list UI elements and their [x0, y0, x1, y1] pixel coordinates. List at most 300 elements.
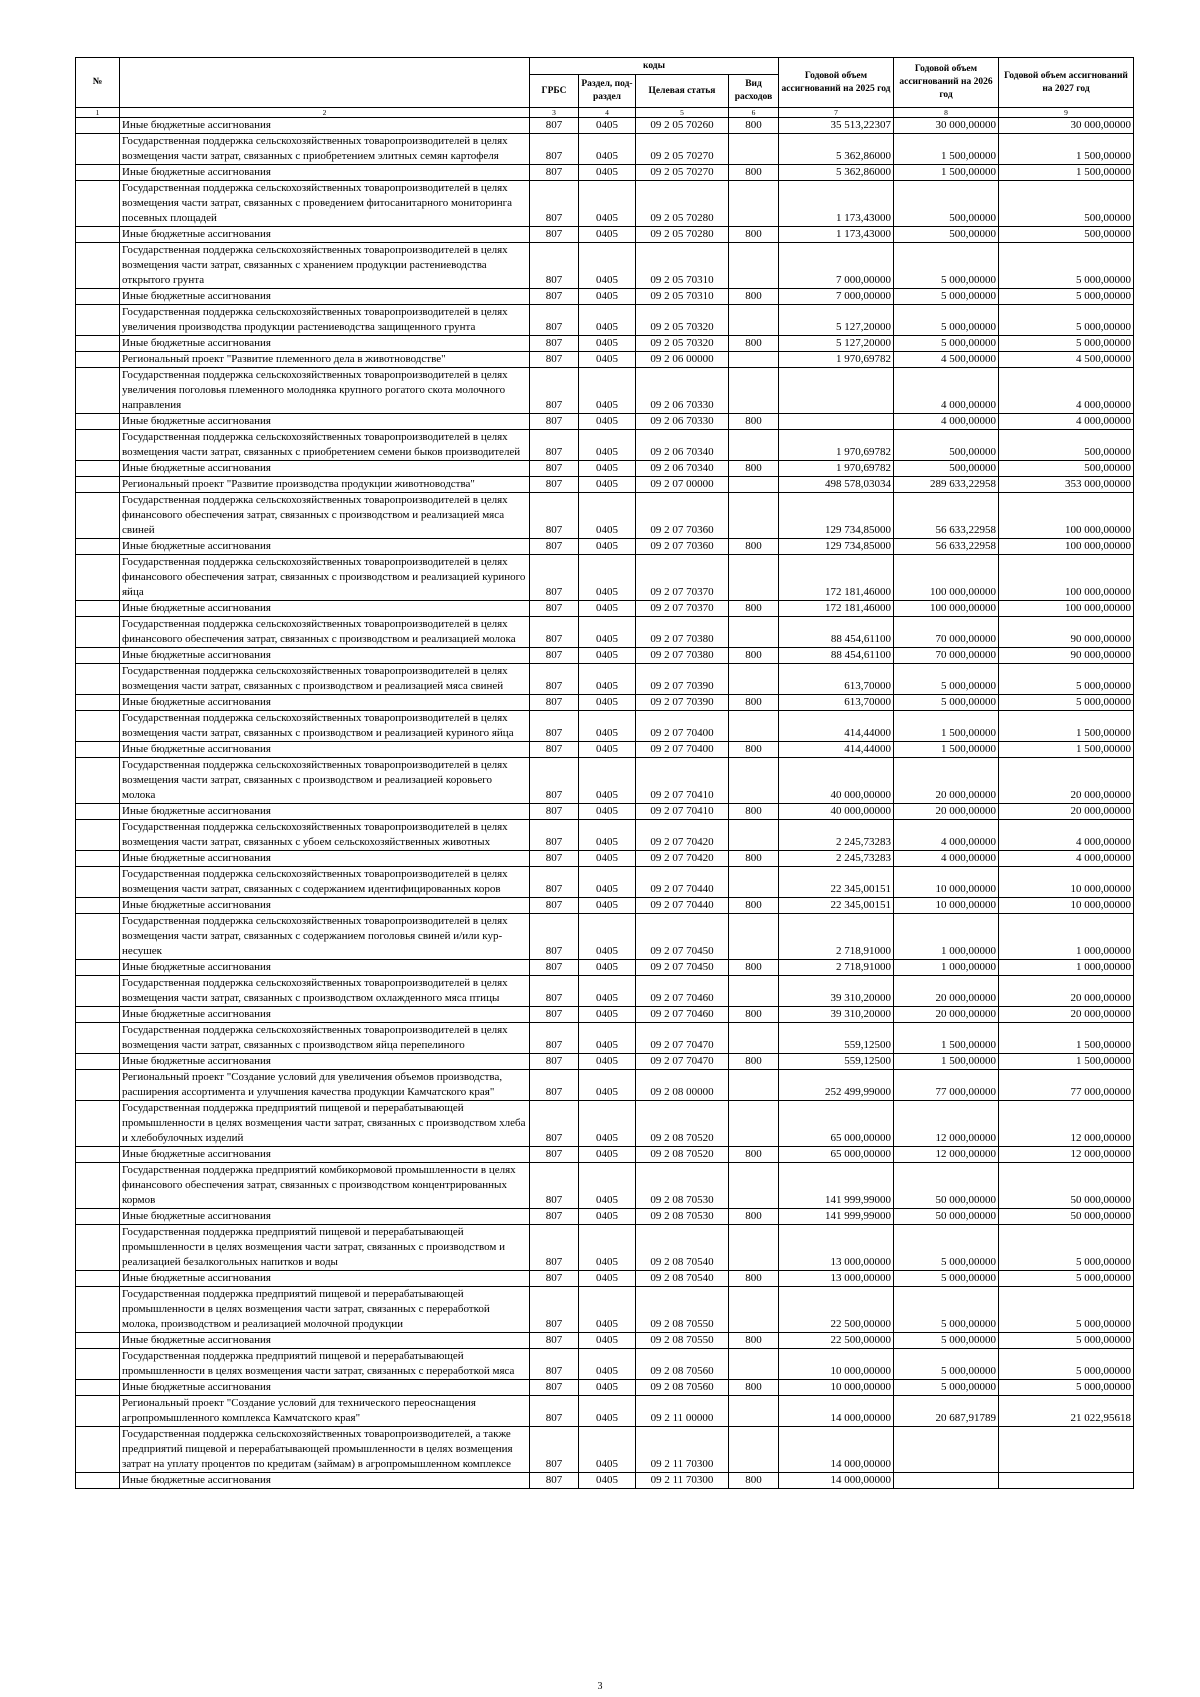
table-row	[76, 493, 1134, 539]
grbs-code-cell: 807	[530, 1473, 579, 1489]
amount-2026-cell: 500,00000	[894, 227, 999, 243]
section-code-cell: 0405	[579, 243, 636, 289]
amount-2026-cell: 4 000,00000	[894, 368, 999, 414]
grbs-code-cell: 807	[530, 461, 579, 477]
section-code-cell: 0405	[579, 539, 636, 555]
section-code-cell: 0405	[579, 1287, 636, 1333]
amount-2027-cell: 100 000,00000	[999, 555, 1134, 601]
amount-2025-cell: 5 127,20000	[779, 305, 894, 336]
expense-kind-cell	[729, 430, 779, 461]
amount-2027-cell: 5 000,00000	[999, 1271, 1134, 1287]
amount-2025-cell: 65 000,00000	[779, 1147, 894, 1163]
amount-2027-cell: 12 000,00000	[999, 1101, 1134, 1147]
section-code-cell: 0405	[579, 305, 636, 336]
table-row	[76, 414, 1134, 430]
table-row	[76, 1287, 1134, 1333]
amount-2025-cell: 13 000,00000	[779, 1225, 894, 1271]
amount-2027-cell: 1 000,00000	[999, 960, 1134, 976]
page-number: 3	[597, 1681, 603, 1692]
grbs-code-cell: 807	[530, 601, 579, 617]
amount-2026-cell: 1 500,00000	[894, 742, 999, 758]
amount-2026-cell: 10 000,00000	[894, 898, 999, 914]
row-name-cell: Иные бюджетные ассигнования	[120, 165, 530, 181]
target-article-cell: 09 2 07 70460	[636, 1007, 729, 1023]
row-number-cell	[76, 1473, 120, 1489]
row-number-cell	[76, 430, 120, 461]
row-name-cell: Иные бюджетные ассигнования	[120, 539, 530, 555]
row-number-cell	[76, 1070, 120, 1101]
row-name-cell: Государственная поддержка предприятий пищевой и перерабатывающей промышленности в целях возмещения части затрат, связанных с переработкой мяса	[120, 1349, 530, 1380]
row-number-cell	[76, 539, 120, 555]
target-article-cell: 09 2 08 70530	[636, 1163, 729, 1209]
row-number-cell	[76, 305, 120, 336]
target-article-cell: 09 2 05 70280	[636, 227, 729, 243]
amount-2026-cell: 100 000,00000	[894, 555, 999, 601]
row-name-cell: Региональный проект "Создание условий для увеличения объемов производства, расширения ассортимента и улучшения качества продукции Камчатского края"	[120, 1070, 530, 1101]
grbs-code-cell: 807	[530, 1147, 579, 1163]
grbs-code-cell: 807	[530, 243, 579, 289]
row-number-cell	[76, 1225, 120, 1271]
amount-2026-cell: 20 000,00000	[894, 804, 999, 820]
expense-kind-cell	[729, 477, 779, 493]
target-article-cell: 09 2 06 70330	[636, 368, 729, 414]
table-row	[76, 289, 1134, 305]
amount-2025-cell: 2 245,73283	[779, 820, 894, 851]
row-number-cell	[76, 461, 120, 477]
amount-2025-cell: 7 000,00000	[779, 243, 894, 289]
target-article-cell: 09 2 05 70270	[636, 165, 729, 181]
target-article-cell: 09 2 07 70410	[636, 758, 729, 804]
expense-kind-cell: 800	[729, 1007, 779, 1023]
row-number-cell	[76, 368, 120, 414]
amount-2026-cell: 1 500,00000	[894, 165, 999, 181]
amount-2026-cell: 4 000,00000	[894, 414, 999, 430]
grbs-code-cell: 807	[530, 336, 579, 352]
expense-kind-cell	[729, 1163, 779, 1209]
table-row	[76, 976, 1134, 1007]
amount-2026-cell: 12 000,00000	[894, 1101, 999, 1147]
amount-2026-cell: 5 000,00000	[894, 1225, 999, 1271]
table-row	[76, 243, 1134, 289]
grbs-code-cell: 807	[530, 1225, 579, 1271]
section-code-cell: 0405	[579, 695, 636, 711]
row-name-cell: Государственная поддержка сельскохозяйственных товаропроизводителей в целях возмещения части затрат, связанных с приобретением элитных семян картофеля	[120, 134, 530, 165]
amount-2026-cell: 5 000,00000	[894, 1271, 999, 1287]
table-body	[76, 118, 1134, 1489]
table-row	[76, 368, 1134, 414]
amount-2026-cell: 56 633,22958	[894, 539, 999, 555]
row-name-cell: Государственная поддержка сельскохозяйственных товаропроизводителей в целях финансового обеспечения затрат, связанных с производством и реализацией мяса свиней	[120, 493, 530, 539]
amount-2027-cell: 20 000,00000	[999, 1007, 1134, 1023]
expense-kind-cell: 800	[729, 289, 779, 305]
amount-2025-cell: 5 127,20000	[779, 336, 894, 352]
amount-2026-cell: 20 000,00000	[894, 1007, 999, 1023]
amount-2027-cell: 50 000,00000	[999, 1163, 1134, 1209]
amount-2026-cell: 50 000,00000	[894, 1163, 999, 1209]
target-article-cell: 09 2 07 70380	[636, 617, 729, 648]
expense-kind-cell	[729, 1427, 779, 1473]
section-code-cell: 0405	[579, 1349, 636, 1380]
amount-2026-cell: 1 000,00000	[894, 960, 999, 976]
row-name-cell: Государственная поддержка сельскохозяйственных товаропроизводителей в целях возмещения части затрат, связанных с производством и реализацией куриного яйца	[120, 711, 530, 742]
table-row	[76, 867, 1134, 898]
target-article-cell: 09 2 05 70320	[636, 336, 729, 352]
header-2027: Годовой объем ассигнований на 2027 год	[999, 58, 1134, 108]
table-row	[76, 1023, 1134, 1054]
row-name-cell: Государственная поддержка сельскохозяйственных товаропроизводителей в целях возмещения части затрат, связанных с содержанием поголовья свиней и/или кур-несушек	[120, 914, 530, 960]
row-number-cell	[76, 820, 120, 851]
expense-kind-cell	[729, 555, 779, 601]
expense-kind-cell: 800	[729, 601, 779, 617]
amount-2026-cell: 20 687,91789	[894, 1396, 999, 1427]
row-number-cell	[76, 898, 120, 914]
amount-2027-cell: 1 500,00000	[999, 134, 1134, 165]
row-name-cell: Иные бюджетные ассигнования	[120, 1147, 530, 1163]
amount-2026-cell: 4 000,00000	[894, 820, 999, 851]
row-name-cell: Государственная поддержка сельскохозяйственных товаропроизводителей в целях увеличения поголовья племенного молодняка крупного рогатого скота молочного направления	[120, 368, 530, 414]
section-code-cell: 0405	[579, 477, 636, 493]
row-number-cell	[76, 289, 120, 305]
amount-2027-cell: 21 022,95618	[999, 1396, 1134, 1427]
table-row	[76, 820, 1134, 851]
table-row	[76, 898, 1134, 914]
grbs-code-cell: 807	[530, 1054, 579, 1070]
amount-2027-cell: 500,00000	[999, 181, 1134, 227]
table-row	[76, 539, 1134, 555]
target-article-cell: 09 2 05 70320	[636, 305, 729, 336]
row-number-cell	[76, 1101, 120, 1147]
amount-2027-cell: 500,00000	[999, 430, 1134, 461]
amount-2027-cell: 10 000,00000	[999, 867, 1134, 898]
amount-2025-cell: 141 999,99000	[779, 1209, 894, 1225]
amount-2027-cell: 4 500,00000	[999, 352, 1134, 368]
grbs-code-cell: 807	[530, 617, 579, 648]
amount-2027-cell: 10 000,00000	[999, 898, 1134, 914]
row-number-cell	[76, 1287, 120, 1333]
amount-2026-cell: 1 000,00000	[894, 914, 999, 960]
table-row	[76, 227, 1134, 243]
target-article-cell: 09 2 07 70420	[636, 820, 729, 851]
amount-2025-cell: 7 000,00000	[779, 289, 894, 305]
target-article-cell: 09 2 07 70380	[636, 648, 729, 664]
expense-kind-cell: 800	[729, 1147, 779, 1163]
amount-2025-cell: 1 173,43000	[779, 181, 894, 227]
amount-2027-cell: 353 000,00000	[999, 477, 1134, 493]
amount-2026-cell: 77 000,00000	[894, 1070, 999, 1101]
amount-2026-cell: 1 500,00000	[894, 1054, 999, 1070]
target-article-cell: 09 2 05 70310	[636, 243, 729, 289]
target-article-cell: 09 2 07 70360	[636, 493, 729, 539]
amount-2025-cell: 2 718,91000	[779, 960, 894, 976]
row-name-cell: Государственная поддержка сельскохозяйственных товаропроизводителей в целях увеличения производства продукции растениеводства защищенного грунта	[120, 305, 530, 336]
grbs-code-cell: 807	[530, 1271, 579, 1287]
row-name-cell: Иные бюджетные ассигнования	[120, 1271, 530, 1287]
row-number-cell	[76, 165, 120, 181]
amount-2025-cell: 88 454,61100	[779, 648, 894, 664]
section-code-cell: 0405	[579, 1427, 636, 1473]
budget-document	[75, 57, 1133, 1489]
column-number: 4	[579, 108, 636, 118]
amount-2027-cell: 1 500,00000	[999, 711, 1134, 742]
amount-2025-cell: 1 970,69782	[779, 352, 894, 368]
header-grbs: ГРБС	[530, 75, 579, 108]
target-article-cell: 09 2 11 00000	[636, 1396, 729, 1427]
target-article-cell: 09 2 06 70340	[636, 461, 729, 477]
row-name-cell: Государственная поддержка сельскохозяйственных товаропроизводителей в целях возмещения части затрат, связанных с содержанием идентифицированных коров	[120, 867, 530, 898]
expense-kind-cell	[729, 134, 779, 165]
row-name-cell: Иные бюджетные ассигнования	[120, 851, 530, 867]
amount-2026-cell: 5 000,00000	[894, 289, 999, 305]
row-number-cell	[76, 1023, 120, 1054]
amount-2027-cell: 1 000,00000	[999, 914, 1134, 960]
column-number-row	[76, 108, 1134, 118]
amount-2026-cell: 4 000,00000	[894, 851, 999, 867]
amount-2027-cell: 20 000,00000	[999, 976, 1134, 1007]
expense-kind-cell: 800	[729, 960, 779, 976]
target-article-cell: 09 2 07 70370	[636, 601, 729, 617]
grbs-code-cell: 807	[530, 804, 579, 820]
amount-2025-cell: 613,70000	[779, 664, 894, 695]
grbs-code-cell: 807	[530, 352, 579, 368]
row-number-cell	[76, 1147, 120, 1163]
table-row	[76, 1349, 1134, 1380]
grbs-code-cell: 807	[530, 851, 579, 867]
target-article-cell: 09 2 08 70560	[636, 1349, 729, 1380]
row-number-cell	[76, 1163, 120, 1209]
expense-kind-cell	[729, 820, 779, 851]
expense-kind-cell: 800	[729, 648, 779, 664]
grbs-code-cell: 807	[530, 664, 579, 695]
section-code-cell: 0405	[579, 898, 636, 914]
table-row	[76, 1163, 1134, 1209]
section-code-cell: 0405	[579, 165, 636, 181]
grbs-code-cell: 807	[530, 1101, 579, 1147]
amount-2027-cell	[999, 1473, 1134, 1489]
grbs-code-cell: 807	[530, 914, 579, 960]
header-2025: Годовой объем ассигнований на 2025 год	[779, 58, 894, 108]
amount-2027-cell: 500,00000	[999, 227, 1134, 243]
row-name-cell: Иные бюджетные ассигнования	[120, 461, 530, 477]
grbs-code-cell: 807	[530, 820, 579, 851]
amount-2027-cell: 5 000,00000	[999, 243, 1134, 289]
row-name-cell: Государственная поддержка сельскохозяйственных товаропроизводителей в целях финансового обеспечения затрат, связанных с производством и реализацией молока	[120, 617, 530, 648]
section-code-cell: 0405	[579, 711, 636, 742]
row-name-cell: Иные бюджетные ассигнования	[120, 1054, 530, 1070]
row-name-cell: Государственная поддержка сельскохозяйственных товаропроизводителей в целях возмещения части затрат, связанных с производством и реализацией коровьего молока	[120, 758, 530, 804]
amount-2027-cell: 5 000,00000	[999, 695, 1134, 711]
amount-2025-cell: 88 454,61100	[779, 617, 894, 648]
amount-2027-cell: 30 000,00000	[999, 118, 1134, 134]
grbs-code-cell: 807	[530, 1333, 579, 1349]
amount-2025-cell: 40 000,00000	[779, 804, 894, 820]
row-name-cell: Региональный проект "Развитие производства продукции животноводства"	[120, 477, 530, 493]
target-article-cell: 09 2 07 70460	[636, 976, 729, 1007]
header-target: Целевая статья	[636, 75, 729, 108]
section-code-cell: 0405	[579, 976, 636, 1007]
target-article-cell: 09 2 07 00000	[636, 477, 729, 493]
section-code-cell: 0405	[579, 664, 636, 695]
amount-2026-cell: 5 000,00000	[894, 1380, 999, 1396]
row-number-cell	[76, 1396, 120, 1427]
amount-2025-cell: 252 499,99000	[779, 1070, 894, 1101]
expense-kind-cell	[729, 1396, 779, 1427]
column-number: 5	[636, 108, 729, 118]
table-row	[76, 695, 1134, 711]
amount-2025-cell: 10 000,00000	[779, 1380, 894, 1396]
row-number-cell	[76, 695, 120, 711]
target-article-cell: 09 2 08 70550	[636, 1287, 729, 1333]
amount-2027-cell: 1 500,00000	[999, 742, 1134, 758]
target-article-cell: 09 2 07 70400	[636, 742, 729, 758]
table-row	[76, 305, 1134, 336]
row-number-cell	[76, 867, 120, 898]
amount-2026-cell: 56 633,22958	[894, 493, 999, 539]
table-row	[76, 960, 1134, 976]
grbs-code-cell: 807	[530, 1287, 579, 1333]
table-row	[76, 1070, 1134, 1101]
amount-2027-cell: 20 000,00000	[999, 758, 1134, 804]
row-number-cell	[76, 1349, 120, 1380]
expense-kind-cell: 800	[729, 1333, 779, 1349]
section-code-cell: 0405	[579, 867, 636, 898]
target-article-cell: 09 2 08 70520	[636, 1147, 729, 1163]
row-number-cell	[76, 414, 120, 430]
expense-kind-cell	[729, 758, 779, 804]
target-article-cell: 09 2 07 70410	[636, 804, 729, 820]
target-article-cell: 09 2 07 70390	[636, 664, 729, 695]
expense-kind-cell: 800	[729, 804, 779, 820]
amount-2027-cell: 4 000,00000	[999, 368, 1134, 414]
amount-2025-cell: 129 734,85000	[779, 539, 894, 555]
section-code-cell: 0405	[579, 960, 636, 976]
expense-kind-cell: 800	[729, 1473, 779, 1489]
target-article-cell: 09 2 08 70560	[636, 1380, 729, 1396]
column-number: 9	[999, 108, 1134, 118]
expense-kind-cell	[729, 368, 779, 414]
grbs-code-cell: 807	[530, 711, 579, 742]
section-code-cell: 0405	[579, 1209, 636, 1225]
row-name-cell: Государственная поддержка сельскохозяйственных товаропроизводителей в целях возмещения части затрат, связанных с производством яйца перепелиного	[120, 1023, 530, 1054]
expense-kind-cell: 800	[729, 118, 779, 134]
table-row	[76, 1147, 1134, 1163]
amount-2027-cell: 90 000,00000	[999, 617, 1134, 648]
row-name-cell: Иные бюджетные ассигнования	[120, 898, 530, 914]
section-code-cell: 0405	[579, 430, 636, 461]
amount-2027-cell: 1 500,00000	[999, 1023, 1134, 1054]
row-number-cell	[76, 227, 120, 243]
amount-2027-cell: 5 000,00000	[999, 336, 1134, 352]
amount-2027-cell: 1 500,00000	[999, 165, 1134, 181]
column-number: 6	[729, 108, 779, 118]
grbs-code-cell: 807	[530, 898, 579, 914]
section-code-cell: 0405	[579, 1007, 636, 1023]
amount-2025-cell: 14 000,00000	[779, 1473, 894, 1489]
target-article-cell: 09 2 05 70280	[636, 181, 729, 227]
table-row	[76, 1054, 1134, 1070]
target-article-cell: 09 2 08 00000	[636, 1070, 729, 1101]
column-number: 3	[530, 108, 579, 118]
row-name-cell: Иные бюджетные ассигнования	[120, 648, 530, 664]
row-name-cell: Иные бюджетные ассигнования	[120, 601, 530, 617]
amount-2027-cell: 1 500,00000	[999, 1054, 1134, 1070]
grbs-code-cell: 807	[530, 867, 579, 898]
row-name-cell: Государственная поддержка сельскохозяйственных товаропроизводителей в целях возмещения части затрат, связанных с производством и реализацией мяса свиней	[120, 664, 530, 695]
amount-2025-cell: 1 970,69782	[779, 430, 894, 461]
grbs-code-cell: 807	[530, 1380, 579, 1396]
row-name-cell: Государственная поддержка сельскохозяйственных товаропроизводителей в целях финансового обеспечения затрат, связанных с производством и реализацией куриного яйца	[120, 555, 530, 601]
expense-kind-cell: 800	[729, 898, 779, 914]
target-article-cell: 09 2 06 70330	[636, 414, 729, 430]
row-name-cell: Государственная поддержка сельскохозяйственных товаропроизводителей в целях возмещения части затрат, связанных с производством охлажденного мяса птицы	[120, 976, 530, 1007]
row-name-cell: Иные бюджетные ассигнования	[120, 1380, 530, 1396]
row-name-cell: Государственная поддержка сельскохозяйственных товаропроизводителей в целях возмещения части затрат, связанных с убоем сельскохозяйственных животных	[120, 820, 530, 851]
amount-2027-cell: 100 000,00000	[999, 539, 1134, 555]
table-row	[76, 914, 1134, 960]
amount-2027-cell: 5 000,00000	[999, 1225, 1134, 1271]
table-row	[76, 1473, 1134, 1489]
expense-kind-cell	[729, 1349, 779, 1380]
row-name-cell: Иные бюджетные ассигнования	[120, 695, 530, 711]
column-number: 2	[120, 108, 530, 118]
table-row	[76, 1396, 1134, 1427]
amount-2025-cell: 141 999,99000	[779, 1163, 894, 1209]
grbs-code-cell: 807	[530, 1427, 579, 1473]
row-number-cell	[76, 914, 120, 960]
expense-kind-cell	[729, 243, 779, 289]
row-name-cell: Иные бюджетные ассигнования	[120, 742, 530, 758]
expense-kind-cell: 800	[729, 414, 779, 430]
target-article-cell: 09 2 07 70420	[636, 851, 729, 867]
expense-kind-cell: 800	[729, 539, 779, 555]
expense-kind-cell: 800	[729, 851, 779, 867]
section-code-cell: 0405	[579, 1473, 636, 1489]
grbs-code-cell: 807	[530, 960, 579, 976]
amount-2026-cell: 12 000,00000	[894, 1147, 999, 1163]
row-name-cell: Иные бюджетные ассигнования	[120, 1007, 530, 1023]
row-number-cell	[76, 617, 120, 648]
section-code-cell: 0405	[579, 1070, 636, 1101]
table-row	[76, 1209, 1134, 1225]
amount-2026-cell: 5 000,00000	[894, 664, 999, 695]
section-code-cell: 0405	[579, 851, 636, 867]
table-row	[76, 477, 1134, 493]
expense-kind-cell	[729, 181, 779, 227]
section-code-cell: 0405	[579, 758, 636, 804]
expense-kind-cell: 800	[729, 1054, 779, 1070]
expense-kind-cell	[729, 867, 779, 898]
expense-kind-cell: 800	[729, 695, 779, 711]
table-row	[76, 134, 1134, 165]
target-article-cell: 09 2 08 70520	[636, 1101, 729, 1147]
row-number-cell	[76, 493, 120, 539]
amount-2025-cell: 39 310,20000	[779, 1007, 894, 1023]
row-number-cell	[76, 243, 120, 289]
target-article-cell: 09 2 05 70260	[636, 118, 729, 134]
expense-kind-cell	[729, 1023, 779, 1054]
table-row	[76, 664, 1134, 695]
grbs-code-cell: 807	[530, 695, 579, 711]
row-name-cell: Иные бюджетные ассигнования	[120, 1333, 530, 1349]
amount-2025-cell: 498 578,03034	[779, 477, 894, 493]
amount-2025-cell: 414,44000	[779, 742, 894, 758]
grbs-code-cell: 807	[530, 1349, 579, 1380]
row-number-cell	[76, 1271, 120, 1287]
amount-2027-cell: 5 000,00000	[999, 305, 1134, 336]
row-name-cell: Государственная поддержка сельскохозяйственных товаропроизводителей в целях возмещения части затрат, связанных с хранением продукции растениеводства открытого грунта	[120, 243, 530, 289]
header-kind: Вид расходов	[729, 75, 779, 108]
row-name-cell: Иные бюджетные ассигнования	[120, 227, 530, 243]
target-article-cell: 09 2 11 70300	[636, 1473, 729, 1489]
